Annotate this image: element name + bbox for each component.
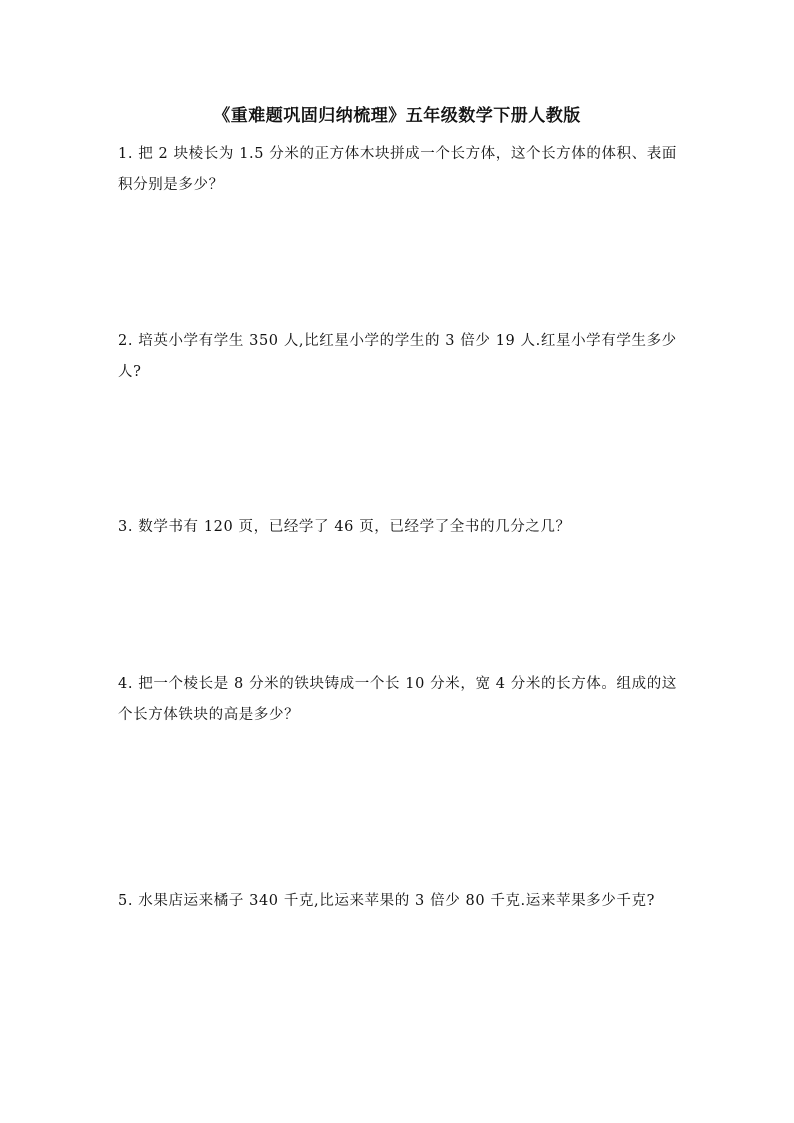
question-5: 5. 水果店运来橘子 340 千克,比运来苹果的 3 倍少 80 千克.运来苹果多少千克?: [118, 893, 655, 909]
question-2: 2. 培英小学有学生 350 人,比红星小学的学生的 3 倍少 19 人.红星小学有学生多少人?: [118, 333, 677, 380]
worksheet-title: 《重难题巩固归纳梳理》五年级数学下册人教版: [213, 106, 581, 126]
question-4: 4. 把一个棱长是 8 分米的铁块铸成一个长 10 分米，宽 4 分米的长方体。组成的这个长方体铁块的高是多少？: [118, 676, 677, 723]
question-1: 1. 把 2 块棱长为 1.5 分米的正方体木块拼成一个长方体，这个长方体的体积、表面积分别是多少？: [118, 146, 677, 193]
question-3: 3. 数学书有 120 页，已经学了 46 页，已经学了全书的几分之几？: [118, 519, 571, 535]
